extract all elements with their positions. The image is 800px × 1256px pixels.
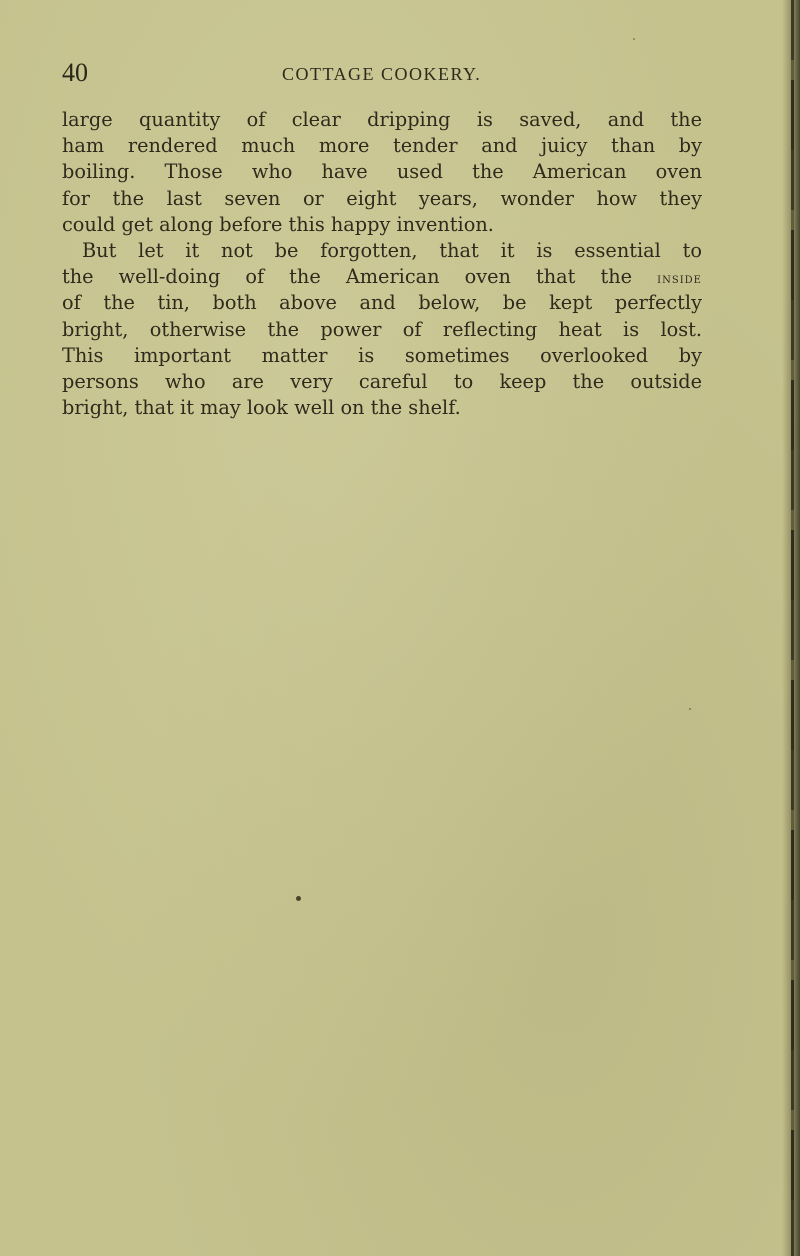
text-line: of the tin, both above and below, be kept perfectly — [62, 291, 702, 315]
page-number: 40 — [62, 58, 88, 87]
paper-speck — [633, 38, 635, 40]
body-text — [62, 107, 702, 421]
text-segment: the well-doing of the American oven that the — [62, 265, 633, 289]
text-line: This important matter is sometimes overlooked by — [62, 343, 702, 367]
text-line: bright, that it may look well on the shelf. — [62, 396, 461, 420]
paper-speck — [689, 708, 691, 710]
text-line-with-emphasis — [62, 264, 702, 290]
text-line: large quantity of clear dripping is saved, and the — [62, 108, 702, 131]
text-line: could get along before this happy invention. — [62, 212, 494, 236]
text-line: ham rendered much more tender and juicy than by — [62, 134, 702, 158]
running-head — [62, 58, 702, 88]
text-line: persons who are very careful to keep the outside — [62, 369, 702, 393]
text-line: bright, otherwise the power of reflecting heat is lost. — [62, 317, 702, 341]
emphasized-word: inside — [657, 271, 702, 288]
paragraph-first-line: But let it not be forgotten, that it is essential to — [82, 238, 702, 262]
text-line: boiling. Those who have used the American oven — [62, 160, 702, 184]
page-binding-edge — [791, 0, 794, 1256]
text-line: for the last seven or eight years, wonder how they — [62, 186, 702, 210]
running-head-title: COTTAGE COOKERY. — [282, 64, 482, 84]
paper-speck — [296, 896, 301, 901]
